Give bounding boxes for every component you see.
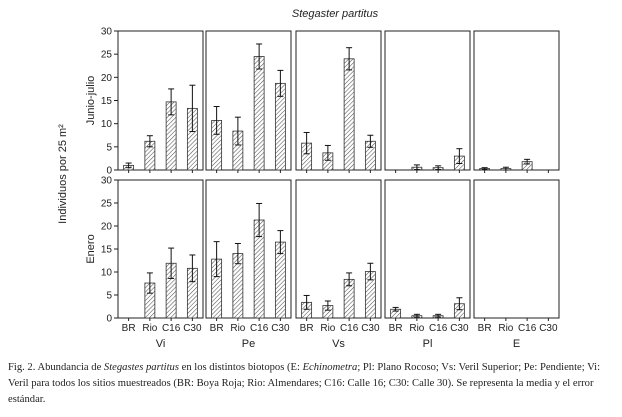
panel-label: E bbox=[512, 338, 521, 350]
y-tick-label: 25 bbox=[100, 49, 112, 61]
svg-text:Individuos por 25 m²: Individuos por 25 m² bbox=[57, 124, 69, 224]
x-tick-label: C16 bbox=[339, 323, 359, 334]
panel-label: Vs bbox=[332, 338, 345, 350]
y-tick-label: 30 bbox=[100, 175, 112, 187]
x-tick-label: Rio bbox=[142, 323, 158, 334]
x-tick-label: C30 bbox=[361, 323, 380, 334]
caption-prefix: Fig. 2. Abundancia de bbox=[8, 362, 104, 373]
y-tick-label: 0 bbox=[106, 165, 112, 177]
y-tick-label: 25 bbox=[100, 198, 112, 210]
x-tick-label: Rio bbox=[409, 323, 425, 334]
y-tick-label: 15 bbox=[100, 96, 112, 107]
x-tick-label: C16 bbox=[161, 323, 181, 334]
chart-title: Stegaster partitus bbox=[291, 8, 379, 20]
row-label: Junio-julio bbox=[85, 75, 97, 126]
y-tick-label: 20 bbox=[100, 221, 112, 233]
y-tick-label: 30 bbox=[100, 26, 112, 38]
y-tick-label: 0 bbox=[106, 313, 112, 325]
panel-label: Pe bbox=[241, 338, 256, 350]
x-tick-label: BR bbox=[299, 323, 314, 334]
row-label: Enero bbox=[85, 234, 97, 264]
x-tick-label: Rio bbox=[230, 323, 246, 334]
y-tick-label: 15 bbox=[100, 244, 112, 256]
panel-label: Pl bbox=[422, 338, 433, 350]
x-tick-label: C30 bbox=[539, 323, 558, 334]
x-tick-label: C30 bbox=[183, 323, 202, 334]
y-tick-label: 10 bbox=[100, 267, 112, 279]
panel-frame bbox=[474, 180, 559, 318]
panel-frame bbox=[474, 31, 559, 170]
figure-caption bbox=[8, 360, 618, 408]
x-tick-label: Rio bbox=[320, 323, 336, 334]
x-tick-label: C30 bbox=[271, 323, 290, 334]
caption-species: Stegastes partitus bbox=[103, 362, 179, 373]
x-tick-label: BR bbox=[477, 323, 492, 334]
y-tick-label: 5 bbox=[106, 142, 112, 154]
caption-genus: Echinometra bbox=[302, 362, 358, 373]
x-tick-label: BR bbox=[209, 323, 224, 334]
y-tick-label: 20 bbox=[100, 72, 112, 84]
x-tick-label: BR bbox=[388, 323, 403, 334]
y-tick-label: 10 bbox=[100, 119, 112, 131]
x-tick-label: C16 bbox=[517, 323, 537, 334]
x-tick-label: C30 bbox=[450, 323, 469, 334]
y-tick-label: 5 bbox=[106, 290, 112, 302]
x-tick-label: C16 bbox=[428, 323, 448, 334]
y-axis-label bbox=[57, 124, 69, 224]
x-tick-label: Rio bbox=[498, 323, 514, 334]
x-tick-label: C16 bbox=[249, 323, 269, 334]
bar bbox=[254, 56, 264, 170]
caption-text-2: ; Pl: Plano Rocoso; Vs: Veril Superior; Pe: Pendiente; Vi: Veril para todos los sitios muestreados (BR: Boya Roja; Rio: Almendares; C16: Calle 16; C30: Calle 30). Se representa la media y el error estándar. bbox=[8, 362, 601, 405]
panel-label: Vi bbox=[155, 338, 166, 350]
bar bbox=[344, 59, 354, 170]
caption-text-1: en los distintos biotopos (E: bbox=[178, 362, 303, 373]
x-tick-label: BR bbox=[121, 323, 136, 334]
